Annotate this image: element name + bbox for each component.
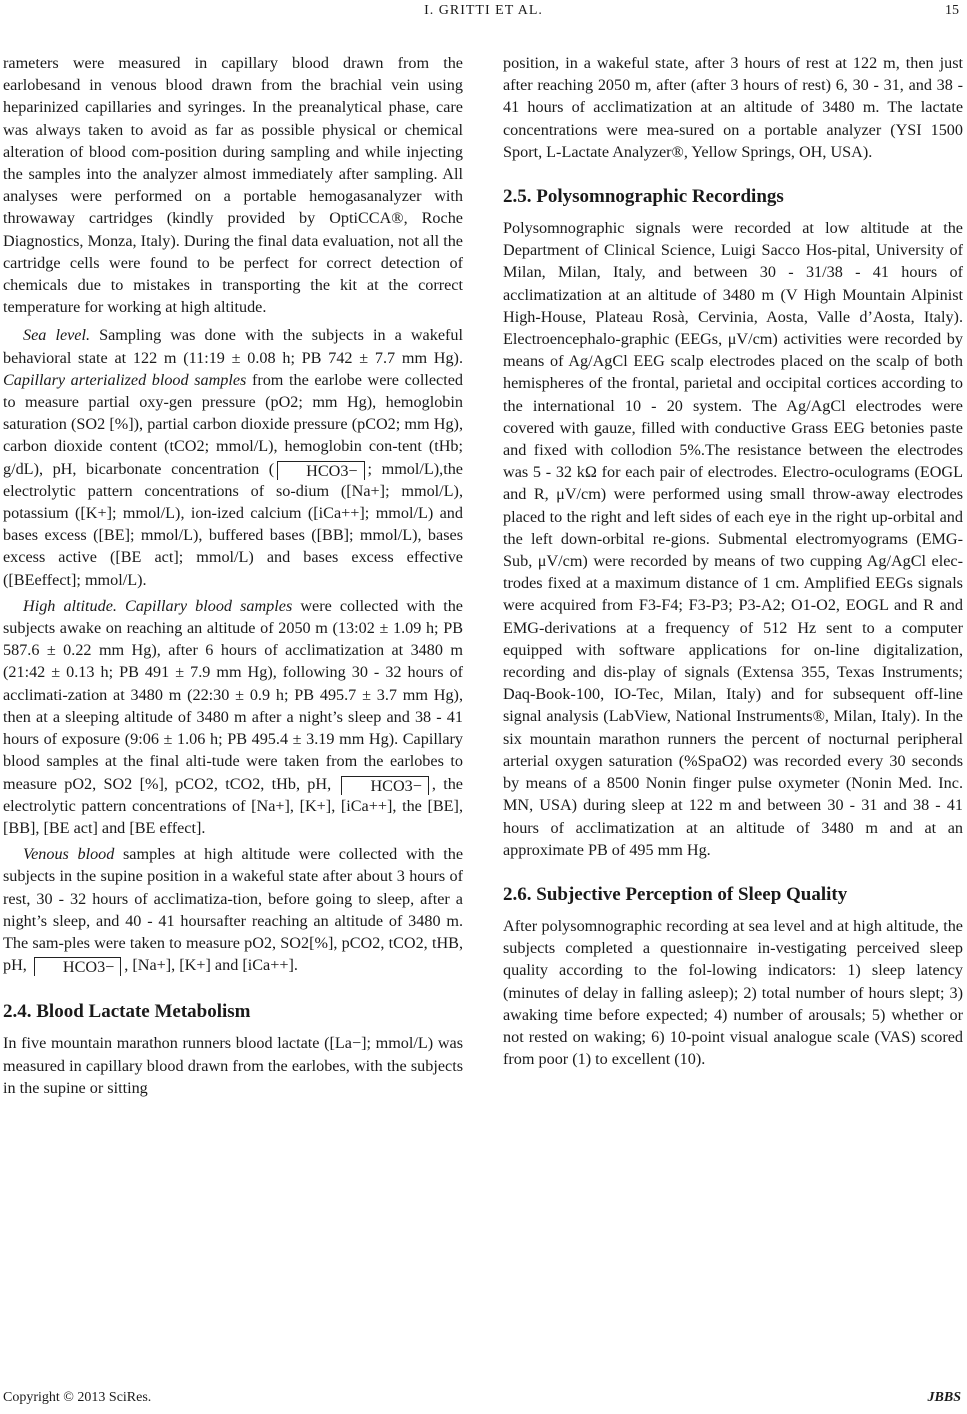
italic-phrase: Capillary arterialized blood samples bbox=[3, 370, 247, 389]
text-run: Sampling was done with the subjects in a wakeful behavioral state at 122 m (11:19 ± 0.08 h; PB 742 ± 7.7 mm Hg). bbox=[3, 326, 464, 367]
bicarbonate-symbol: HCO3− bbox=[34, 957, 121, 976]
left-column bbox=[3, 52, 463, 1099]
copyright-notice: Copyright © 2013 SciRes. bbox=[3, 1390, 152, 1405]
italic-lead: High altitude. Capillary blood samples bbox=[23, 596, 293, 615]
paragraph: After polysomnographic recording at sea level and at high altitude, the subjects completed a questionnaire in-vestigating perceived sleep quality according to the fol-lowing indicators: 1) sleep latency (minutes of delay in falling asleep); 2) total number of hours slept; 3) awaking time before expected; 4) number of arousals; 5) whether or not rested on waking; 6) 10-point visual analogue scale (VAS) scored from poor (1) to excellent (10). bbox=[503, 916, 963, 1069]
paragraph bbox=[3, 843, 463, 976]
text-run: from the earlobe were collected to measure partial oxy-gen pressure (pO2; mm Hg), hemoglobin saturation (SO2 [%]), partial carbon dioxide pressure (pCO2; mm Hg), carbon dioxide content (tCO2; mmol/L), hemoglobin con-tent (tHb; g/dL), pH, bicarbonate concentration ( bbox=[3, 370, 463, 478]
paragraph: position, in a wakeful state, after 3 hours of rest at 122 m, then just after reaching 2050 m, after (after 3 hours of rest) 6, 30 - 31, and 38 - 41 hours of acclimatization at an altitude of 3480 m. The lactate concentrations were mea-sured on a portable analyzer (YSI 1500 Sport, L-Lactate Analyzer®, Yellow Springs, OH, USA). bbox=[503, 54, 963, 161]
text-run: , [Na+], [K+] and [iCa++]. bbox=[124, 956, 298, 975]
paragraph bbox=[3, 324, 463, 590]
text-run: samples at high altitude were collected with the subjects in the supine position in a wakeful state after about 3 hours of rest, 30 - 32 hours of acclimatiza-tion, before going to sleep, after a night’s sleep, and 40 - 41 hoursafter reaching an altitude of 3480 m. The sam-ples were taken to measure pO2, SO2[%], pCO2, tCO2, tHB, pH, bbox=[3, 845, 463, 975]
bicarbonate-symbol: HCO3− bbox=[277, 461, 364, 480]
italic-lead: Sea level. bbox=[23, 326, 91, 345]
text-run: ; mmol/L),the electrolytic pattern concentrations of so-dium ([Na+]; mmol/L), potassium ([K+]; mmol/L), ion-ized calcium ([iCa++]; mmol/L) and bases excess ([BE]; mmol/L), buffered bases ([BB]; mmol/L), bases excess active ([BE act]; mmol/L) and bases excess effective ([BEeffect]; mmol/L). bbox=[3, 459, 463, 589]
bicarbonate-symbol: HCO3− bbox=[341, 776, 428, 795]
page-number: 15 bbox=[945, 3, 959, 18]
italic-lead: Venous blood bbox=[23, 845, 115, 864]
text-run: , the electrolytic pattern concentrations of [Na+], [K+], [iCa++], the [BE], [BB], [BE act] and [BE effect]. bbox=[3, 774, 463, 837]
journal-abbreviation: JBBS bbox=[927, 1390, 961, 1405]
paragraph: Polysomnographic signals were recorded at low altitude at the Department of Clinical Science, Luigi Sacco Hos-pital, University of Milan, Milan, Italy, and between 30 - 31/38 - 41 hours of acclimatization at an altitude of 3480 m (V High Mountain Alpinist High-House, Plateau Rosà, Cervinia, Aosta, Valle d’Aosta, Italy). Electroencephalo-graphic (EEGs, μV/cm) activities were recorded by means of Ag/AgCl EEG scalp electrodes placed on the scalp of both hemispheres of the frontal, parietal and occipital cortices according to the international 10 - 20 system. The Ag/AgCl electrodes were covered with gauze, filled with conductive Grass EEG betonies paste and fixed with collodion 5%.The resistance between the electrodes was 5 - 32 kΩ for each pair of electrodes. Electro-oculograms (EOGL and R, μV/cm) were performed using small throw-away electrodes placed to the right and left sides of each eye in the right up-orbital and the left down-orbital re-gions. Submental electromyograms (EMG-Sub, μV/cm) were recorded by means of two cupping Ag/AgCl elec-trodes fixed at a maximum distance of 1 cm. Amplified EEGs signals were acquired from F3-F4; F3-P3; P3-A2; O1-O2, EOGL and R and EMG-derivations at a frequency of 512 Hz sent to a computer equipped with software applications for on-line digitalization, recording and dis-play of signals (Extensa 355, Texas Instruments; Daq-Book-100, IO-Tec, Milan, Italy) and for subsequent off-line signal analysis (LabView, National Instruments®, Milan, Italy). In the six mountain marathon runners the percent of nocturnal peripheral arterial oxygen saturation (%SpaO2) was recorded every 30 seconds by means of a 8500 Nonin finger pulse oxymeter (Nonin Med. Inc. MN, USA) during sleep at 122 m and between 30 - 31 and 38 - 41 hours of acclimatization at an altitude of 3480 m and at an approximate PB of 495 mm Hg. bbox=[503, 219, 963, 859]
paragraph: In five mountain marathon runners blood lactate ([La−]; mmol/L) was measured in capillary blood drawn from the earlobes, with the subjects in the supine or sitting bbox=[3, 1034, 463, 1097]
running-title: I. GRITTI ET AL. bbox=[424, 3, 543, 18]
paragraph: rameters were measured in capillary blood drawn from the earlobesand in venous blood drawn from the brachial vein using heparinized capillaries and syringes. In the preanalytical phase, care was always taken to avoid as far as possible physical or chemical alteration of blood com-position during sampling and while injecting the samples into the analyzer almost immediately after sampling. All analyses were performed on a portable hemogasanalyzer with throwaway cartridges (kindly provided by OptiCCA®, Roche Diagnostics, Monza, Italy). During the final data evaluation, not all the cartridge cells were found to be perfect for correct detection of chemicals due to mistakes in transporting the kit at the correct temperature for working at high altitude. bbox=[3, 54, 463, 317]
right-column bbox=[503, 52, 963, 1070]
text-run: were collected with the subjects awake on reaching an altitude of 2050 m (13:02 ± 1.09 h; PB 587.6 ± 0.22 mm Hg), after 6 hours of acclimatization at 3480 m (21:42 ± 0.13 h; PB 491 ± 7.9 mm Hg), following 30 - 32 hours of acclimati-zation at 3480 m (22:30 ± 0.9 h; PB 495.7 ± 3.7 mm Hg), then at a sleeping altitude of 3480 m after a night’s sleep and 38 - 41 hours of exposure (9:06 ± 1.06 h; PB 495.4 ± 3.19 mm Hg). Capillary blood samples at the final alti-tude were taken from the earlobes to measure pO2, SO2 [%], pCO2, tCO2, tHb, pH, bbox=[3, 596, 463, 793]
running-header bbox=[0, 3, 967, 23]
section-heading: 2.6. Subjective Perception of Sleep Quality bbox=[503, 883, 848, 905]
section-heading: 2.4. Blood Lactate Metabolism bbox=[3, 1001, 251, 1023]
paragraph bbox=[3, 595, 463, 839]
section-heading: 2.5. Polysomnographic Recordings bbox=[503, 186, 784, 208]
